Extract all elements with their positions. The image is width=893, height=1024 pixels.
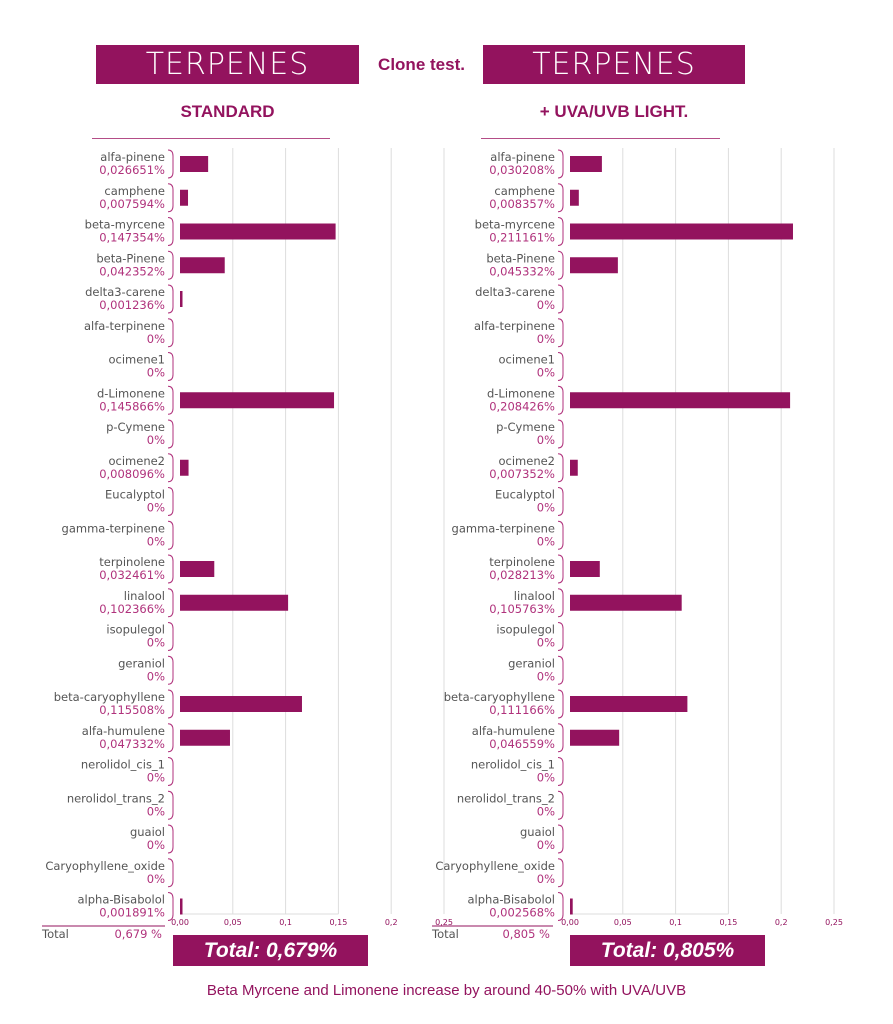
uv-category-label: ocimene2	[498, 453, 555, 468]
uv-bar-ocimene2	[570, 460, 578, 476]
uv-value-label: 0%	[536, 331, 555, 346]
standard-value-label: 0%	[146, 331, 165, 346]
standard-category-label: beta-caryophyllene	[53, 690, 165, 704]
uv-value-label: 0%	[536, 838, 555, 852]
uv-category-label: isopulegol	[496, 622, 555, 637]
uv-category-label: gamma-terpinene	[451, 521, 555, 536]
uv-value-label: 0,111166%	[489, 703, 555, 717]
standard-category-label: isopulegol	[106, 622, 165, 637]
uv-x-tick-label: 0,1	[669, 918, 682, 927]
uv-bar-alfa-pinene	[570, 156, 602, 172]
uv-category-label: delta3-carene	[475, 285, 555, 299]
uv-value-label: 0,030208%	[489, 163, 555, 177]
uv-category-label: nerolidol_trans_2	[456, 791, 555, 806]
standard-value-label: 0%	[146, 365, 165, 380]
standard-category-label: alfa-terpinene	[83, 318, 165, 333]
uv-bar-alpha-bisabolol	[570, 899, 573, 915]
standard-category-label: alfa-pinene	[100, 150, 165, 164]
uv-value-label: 0%	[536, 500, 555, 515]
uv-category-label: terpinolene	[489, 555, 555, 569]
uv-label-bracket	[558, 589, 563, 617]
uv-category-label: beta-caryophyllene	[443, 690, 555, 704]
right-title-banner: TERPENES	[483, 45, 745, 84]
uv-value-label: 0,045332%	[489, 264, 555, 279]
left-title-banner: TERPENES	[96, 45, 359, 84]
uv-value-label: 0%	[536, 365, 555, 380]
uv-category-label: guaiol	[519, 825, 555, 839]
standard-value-label: 0,147354%	[99, 230, 165, 245]
standard-value-label: 0,007594%	[99, 196, 165, 211]
uv-label-bracket	[558, 825, 563, 853]
uv-category-label: alpha-Bisabolol	[467, 892, 555, 907]
uv-label-bracket	[558, 319, 563, 347]
uv-category-label: alfa-humulene	[471, 723, 555, 738]
uv-bar-alfa-humulene	[570, 730, 619, 746]
uv-label-bracket	[558, 791, 563, 819]
uv-label-bracket	[558, 420, 563, 448]
uv-category-label: alfa-terpinene	[473, 318, 555, 333]
uv-value-label: 0,028213%	[489, 568, 555, 582]
standard-value-label: 0,145866%	[99, 399, 165, 414]
standard-category-label: ocimene1	[108, 352, 165, 367]
uv-value-label: 0%	[536, 669, 555, 684]
standard-value-label: 0%	[146, 635, 165, 650]
standard-value-label: 0%	[146, 669, 165, 684]
right-total-box: Total: 0,805%	[570, 935, 765, 966]
uv-value-label: 0%	[536, 534, 555, 549]
uv-value-label: 0,007352%	[489, 466, 555, 481]
uv-category-label: d-Limonene	[486, 386, 555, 401]
standard-category-label: alpha-Bisabolol	[77, 892, 165, 907]
uv-x-tick-label: 0,25	[825, 918, 843, 927]
uv-label-bracket	[558, 285, 563, 313]
uv-bar-beta-caryophyllene	[570, 696, 687, 712]
standard-value-label: 0,032461%	[99, 568, 165, 582]
uv-value-label: 0%	[536, 871, 555, 886]
standard-value-label: 0%	[146, 804, 165, 819]
uv-category-label: camphene	[494, 183, 555, 198]
standard-category-label: camphene	[104, 183, 165, 198]
right-subtitle: + UVA/UVB LIGHT.	[539, 102, 689, 121]
uv-label-bracket	[558, 353, 563, 381]
standard-value-label: 0,026651%	[99, 163, 165, 177]
standard-category-label: gamma-terpinene	[61, 521, 165, 536]
uv-x-tick-label: 0,05	[613, 918, 632, 927]
standard-value-label: 0,001236%	[99, 298, 165, 312]
standard-category-label: geraniol	[118, 656, 165, 671]
uv-value-label: 0,105763%	[489, 601, 555, 616]
uv-category-label: p-Cymene	[496, 420, 555, 434]
uv-total-value: 0,805 %	[502, 927, 550, 941]
uv-category-label: nerolidol_cis_1	[470, 757, 555, 772]
uv-bar-camphene	[570, 190, 579, 206]
uv-label-bracket	[558, 555, 563, 583]
uv-bar-d-limonene	[570, 392, 790, 408]
uv-label-bracket	[558, 386, 563, 414]
uv-category-label: ocimene1	[498, 352, 555, 367]
uv-category-label: beta-Pinene	[486, 251, 555, 266]
standard-value-label: 0%	[146, 871, 165, 886]
standard-x-tick-label: 0,00	[171, 918, 189, 927]
uv-label-bracket	[558, 758, 563, 786]
standard-value-label: 0,001891%	[99, 905, 165, 920]
standard-x-tick-label: 0,25	[435, 918, 453, 927]
uv-category-label: linalool	[513, 588, 555, 603]
standard-category-label: terpinolene	[99, 555, 165, 569]
uv-x-tick-label: 0,00	[561, 918, 579, 927]
standard-category-label: d-Limonene	[96, 386, 165, 401]
left-subtitle: STANDARD	[180, 102, 275, 121]
uv-label-bracket	[558, 488, 563, 516]
standard-value-label: 0%	[146, 433, 165, 447]
standard-category-label: beta-Pinene	[96, 251, 165, 266]
uv-category-label: Caryophyllene_oxide	[435, 858, 555, 873]
uv-label-bracket	[558, 859, 563, 887]
standard-category-label: linalool	[123, 588, 165, 603]
standard-x-tick-label: 0,15	[329, 918, 348, 927]
uv-value-label: 0,208426%	[489, 399, 555, 414]
standard-category-label: Caryophyllene_oxide	[45, 858, 165, 873]
uv-label-bracket	[558, 218, 563, 246]
standard-category-label: beta-myrcene	[84, 217, 165, 232]
standard-category-label: p-Cymene	[106, 420, 165, 434]
left-total-box: Total: 0,679%	[173, 935, 368, 966]
uv-value-label: 0%	[536, 433, 555, 447]
standard-value-label: 0,008096%	[99, 466, 165, 481]
standard-value-label: 0%	[146, 770, 165, 785]
standard-x-tick-label: 0,05	[223, 918, 242, 927]
standard-total-label: Total	[42, 927, 69, 941]
uv-label-bracket	[558, 521, 563, 549]
uv-category-label: geraniol	[508, 656, 555, 671]
uv-value-label: 0,046559%	[489, 736, 555, 751]
footer-note: Beta Myrcene and Limonene increase by around 40-50% with UVA/UVB	[206, 981, 687, 999]
uv-value-label: 0,002568%	[489, 905, 555, 920]
uv-value-label: 0%	[536, 635, 555, 650]
uv-category-label: alfa-pinene	[490, 150, 555, 164]
uv-label-bracket	[558, 454, 563, 482]
uv-label-bracket	[558, 893, 563, 921]
standard-value-label: 0,047332%	[99, 736, 165, 751]
uv-label-bracket	[558, 724, 563, 752]
uv-label-bracket	[558, 623, 563, 651]
standard-category-label: nerolidol_trans_2	[66, 791, 165, 806]
standard-category-label: nerolidol_cis_1	[80, 757, 165, 772]
uv-label-bracket	[558, 690, 563, 718]
uv-value-label: 0%	[536, 770, 555, 785]
standard-category-label: ocimene2	[108, 453, 165, 468]
standard-value-label: 0,115508%	[99, 703, 165, 717]
standard-category-label: alfa-humulene	[81, 723, 165, 738]
standard-x-tick-label: 0,2	[384, 918, 398, 927]
standard-category-label: Eucalyptol	[105, 487, 165, 502]
uv-bar-beta-myrcene	[570, 224, 793, 240]
uv-bar-beta-pinene	[570, 257, 618, 273]
uv-bar-linalool	[570, 595, 682, 611]
standard-value-label: 0,102366%	[99, 601, 165, 616]
uv-bar-terpinolene	[570, 561, 600, 577]
uv-total-label: Total	[432, 927, 459, 941]
uv-label-bracket	[558, 150, 563, 178]
uv-label-bracket	[558, 656, 563, 684]
standard-value-label: 0,042352%	[99, 264, 165, 279]
uv-category-label: beta-myrcene	[474, 217, 555, 232]
standard-category-label: delta3-carene	[85, 285, 165, 299]
uv-x-tick-label: 0,15	[719, 918, 738, 927]
standard-category-label: guaiol	[129, 825, 165, 839]
uv-label-bracket	[558, 251, 563, 279]
uv-x-tick-label: 0,2	[774, 918, 788, 927]
standard-total-value: 0,679 %	[114, 927, 162, 941]
standard-value-label: 0%	[146, 534, 165, 549]
uv-value-label: 0,008357%	[489, 196, 555, 211]
uv-value-label: 0,211161%	[489, 230, 555, 245]
standard-value-label: 0%	[146, 500, 165, 515]
uv-value-label: 0%	[536, 804, 555, 819]
uv-value-label: 0%	[536, 298, 555, 312]
uv-category-label: Eucalyptol	[495, 487, 555, 502]
clone-test-label: Clone test.	[378, 55, 465, 74]
uv-label-bracket	[558, 184, 563, 212]
standard-value-label: 0%	[146, 838, 165, 852]
standard-x-tick-label: 0,1	[279, 918, 292, 927]
